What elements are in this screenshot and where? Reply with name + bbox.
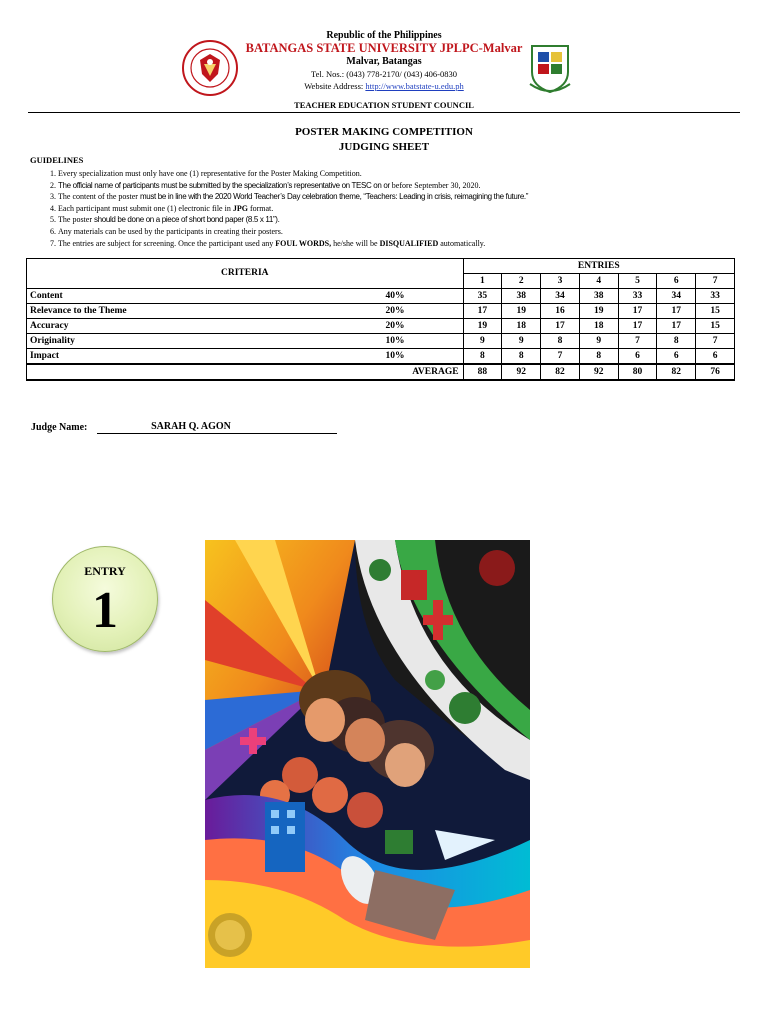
- guideline-text: The entries are subject for screening. Once the participant used any: [58, 238, 276, 248]
- average-cell: 80: [618, 364, 657, 380]
- judge-name: SARAH Q. AGON: [97, 421, 337, 434]
- guideline-text: automatically.: [438, 238, 486, 248]
- table-row: [27, 334, 735, 349]
- entry-number: 1: [463, 274, 502, 289]
- guideline-text: The content of the poster: [58, 192, 140, 202]
- guideline-item: [58, 226, 758, 238]
- score-cell: 18: [579, 319, 618, 334]
- guideline-item: [58, 238, 758, 250]
- entry-badge-word: ENTRY: [84, 564, 126, 578]
- score-cell: 7: [618, 334, 657, 349]
- score-cell: 33: [696, 289, 735, 304]
- average-cell: 88: [463, 364, 502, 380]
- judging-table: [26, 258, 735, 381]
- criterion-weight: 40%: [383, 289, 464, 304]
- score-cell: 17: [657, 304, 696, 319]
- criterion-name: Relevance to the Theme: [27, 304, 383, 319]
- criterion-name: Impact: [27, 349, 383, 365]
- guidelines-heading: GUIDELINES: [30, 155, 84, 165]
- header-council: TEACHER EDUCATION STUDENT COUNCIL: [294, 100, 474, 110]
- score-cell: 7: [696, 334, 735, 349]
- score-cell: 17: [541, 319, 580, 334]
- guideline-text: Every specialization must only have one (1) representative for the Poster Making Competition.: [58, 169, 362, 178]
- header-location: Malvar, Batangas: [346, 56, 422, 67]
- table-row: [27, 319, 735, 334]
- guideline-text: before September 30, 2020.: [391, 180, 481, 190]
- score-cell: 19: [579, 304, 618, 319]
- guideline-text: FOUL WORDS,: [275, 238, 332, 248]
- criterion-weight: 10%: [383, 349, 464, 365]
- criterion-name: Content: [27, 289, 383, 304]
- guideline-item: [58, 203, 758, 215]
- header-university: BATANGAS STATE UNIVERSITY JPLPC-Malvar: [245, 41, 523, 55]
- score-cell: 34: [541, 289, 580, 304]
- average-cell: 82: [657, 364, 696, 380]
- guideline-text: must be in line with the 2020 World Teacher’s Day celebration theme, “Teachers: Leading in crisis, reimagining the future.”: [139, 192, 529, 202]
- score-cell: 8: [579, 349, 618, 365]
- guideline-text: Any materials can be used by the participants in creating their posters.: [58, 226, 283, 236]
- guideline-item: [58, 180, 758, 192]
- header-website: [0, 81, 768, 91]
- score-cell: 17: [463, 304, 502, 319]
- guideline-text: Each participant must submit one (1) electronic file in: [58, 203, 233, 213]
- criterion-name: Accuracy: [27, 319, 383, 334]
- criterion-weight: 20%: [383, 319, 464, 334]
- table-row: [27, 289, 735, 304]
- average-label: AVERAGE: [27, 364, 464, 380]
- score-cell: 9: [463, 334, 502, 349]
- average-cell: 92: [502, 364, 541, 380]
- entry-badge: [52, 546, 158, 652]
- poster-artwork-image: [205, 540, 530, 968]
- score-cell: 7: [541, 349, 580, 365]
- score-cell: 9: [579, 334, 618, 349]
- score-cell: 38: [502, 289, 541, 304]
- guideline-text: The poster: [58, 215, 94, 225]
- score-cell: 17: [657, 319, 696, 334]
- criteria-header: CRITERIA: [27, 259, 464, 289]
- score-cell: 17: [618, 304, 657, 319]
- guideline-text: The official name of participants must be submitted by the specialization’s representative on TESC on or: [58, 180, 390, 190]
- score-cell: 8: [502, 349, 541, 365]
- score-cell: 9: [502, 334, 541, 349]
- score-cell: 18: [502, 319, 541, 334]
- entry-number: 2: [502, 274, 541, 289]
- criterion-weight: 10%: [383, 334, 464, 349]
- average-cell: 82: [541, 364, 580, 380]
- average-row: [27, 364, 735, 380]
- guidelines-list: [30, 168, 758, 249]
- header-divider: [28, 112, 740, 113]
- score-cell: 6: [657, 349, 696, 365]
- criterion-weight: 20%: [383, 304, 464, 319]
- header-telephone: Tel. Nos.: (043) 778-2170/ (043) 406-0830: [310, 69, 457, 79]
- header-republic: Republic of the Philippines: [326, 30, 442, 41]
- guideline-item: [58, 191, 758, 203]
- title-competition: POSTER MAKING COMPETITION: [295, 126, 473, 138]
- guideline-item: [58, 214, 758, 226]
- entry-number: 6: [657, 274, 696, 289]
- score-cell: 16: [541, 304, 580, 319]
- title-judging-sheet: JUDGING SHEET: [338, 141, 430, 153]
- score-cell: 8: [463, 349, 502, 365]
- score-cell: 17: [618, 319, 657, 334]
- score-cell: 6: [696, 349, 735, 365]
- entry-number: 3: [541, 274, 580, 289]
- score-cell: 15: [696, 319, 735, 334]
- website-label: Website Address:: [304, 81, 366, 91]
- guideline-text: should be done on a piece of short bond paper (8.5 x 11”).: [94, 215, 280, 225]
- guideline-text: DISQUALIFIED: [379, 238, 439, 248]
- website-link[interactable]: http://www.batstate-u.edu.ph: [365, 81, 464, 91]
- score-cell: 6: [618, 349, 657, 365]
- average-cell: 92: [579, 364, 618, 380]
- table-row: [27, 304, 735, 319]
- score-cell: 19: [502, 304, 541, 319]
- entry-badge-number: 1: [92, 582, 118, 639]
- guideline-item: [58, 168, 758, 180]
- judge-label: Judge Name:: [31, 422, 88, 433]
- score-cell: 35: [463, 289, 502, 304]
- guideline-text: format.: [247, 203, 274, 213]
- score-cell: 15: [696, 304, 735, 319]
- criterion-name: Originality: [27, 334, 383, 349]
- score-cell: 19: [463, 319, 502, 334]
- entry-number: 5: [618, 274, 657, 289]
- score-cell: 8: [657, 334, 696, 349]
- score-cell: 34: [657, 289, 696, 304]
- score-cell: 8: [541, 334, 580, 349]
- average-cell: 76: [696, 364, 735, 380]
- score-cell: 38: [579, 289, 618, 304]
- entries-header: ENTRIES: [463, 259, 734, 274]
- guideline-text: JPG: [232, 203, 248, 213]
- table-row: [27, 349, 735, 365]
- guideline-text: he/she will be: [331, 238, 380, 248]
- entry-number: 4: [579, 274, 618, 289]
- entry-number: 7: [696, 274, 735, 289]
- score-cell: 33: [618, 289, 657, 304]
